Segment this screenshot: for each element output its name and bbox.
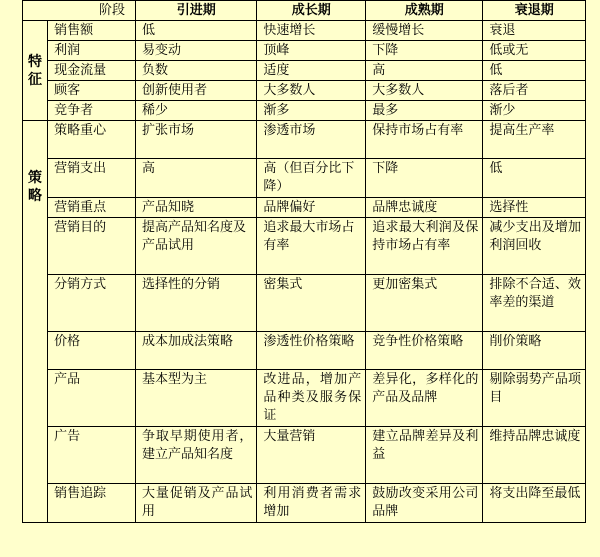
cell: 成本加成法策略 bbox=[136, 332, 257, 370]
product-lifecycle-table-container bbox=[22, 0, 586, 523]
row-label: 营销目的 bbox=[48, 218, 136, 275]
row-label: 利润 bbox=[48, 41, 136, 61]
group-char-1: 特 bbox=[28, 53, 43, 70]
cell: 争取早期使用者，建立产品知名度 bbox=[136, 427, 257, 484]
row-label: 销售额 bbox=[48, 21, 136, 41]
stage-growth: 成长期 bbox=[257, 1, 366, 21]
group-char-2: 征 bbox=[28, 71, 43, 88]
cell: 产品知晓 bbox=[136, 198, 257, 218]
cell: 排除不合适、效率差的渠道 bbox=[483, 275, 586, 332]
group-strat-2: 略 bbox=[28, 188, 43, 204]
group-strategy bbox=[23, 121, 48, 523]
table-row bbox=[23, 427, 586, 484]
header-row bbox=[23, 1, 586, 21]
table-row bbox=[23, 370, 586, 427]
cell: 改进品，增加产品种类及服务保证 bbox=[257, 370, 366, 427]
cell: 品牌忠诚度 bbox=[366, 198, 483, 218]
cell: 将支出降至最低 bbox=[483, 484, 586, 523]
table-row bbox=[23, 41, 586, 61]
table-row bbox=[23, 275, 586, 332]
table-row bbox=[23, 21, 586, 41]
stage-maturity: 成熟期 bbox=[366, 1, 483, 21]
cell: 扩张市场 bbox=[136, 121, 257, 159]
row-label: 产品 bbox=[48, 370, 136, 427]
cell: 大量营销 bbox=[257, 427, 366, 484]
stage-introduction: 引进期 bbox=[136, 1, 257, 21]
table-row bbox=[23, 159, 586, 198]
cell: 创新使用者 bbox=[136, 81, 257, 101]
cell: 利用消费者需求增加 bbox=[257, 484, 366, 523]
cell: 削价策略 bbox=[483, 332, 586, 370]
cell: 低 bbox=[136, 21, 257, 41]
table-row bbox=[23, 484, 586, 523]
row-label: 现金流量 bbox=[48, 61, 136, 81]
cell: 高（但百分比下降） bbox=[257, 159, 366, 198]
cell: 提高生产率 bbox=[483, 121, 586, 159]
cell: 高 bbox=[136, 159, 257, 198]
cell: 追求最大市场占有率 bbox=[257, 218, 366, 275]
row-label: 广告 bbox=[48, 427, 136, 484]
group-strat-1: 策 bbox=[28, 170, 43, 186]
cell: 下降 bbox=[366, 41, 483, 61]
row-label: 竞争者 bbox=[48, 101, 136, 121]
cell: 稀少 bbox=[136, 101, 257, 121]
cell: 低 bbox=[483, 159, 586, 198]
cell: 渗透性价格策略 bbox=[257, 332, 366, 370]
cell: 追求最大利润及保持市场占有率 bbox=[366, 218, 483, 275]
cell: 高 bbox=[366, 61, 483, 81]
table-row bbox=[23, 218, 586, 275]
cell: 竞争性价格策略 bbox=[366, 332, 483, 370]
row-label: 营销支出 bbox=[48, 159, 136, 198]
cell: 大量促销及产品试用 bbox=[136, 484, 257, 523]
cell: 落后者 bbox=[483, 81, 586, 101]
product-lifecycle-table bbox=[22, 0, 586, 523]
cell: 渐多 bbox=[257, 101, 366, 121]
cell: 下降 bbox=[366, 159, 483, 198]
table-row bbox=[23, 101, 586, 121]
row-label: 策略重心 bbox=[48, 121, 136, 159]
cell: 品牌偏好 bbox=[257, 198, 366, 218]
stage-decline: 衰退期 bbox=[483, 1, 586, 21]
cell: 易变动 bbox=[136, 41, 257, 61]
row-label: 分销方式 bbox=[48, 275, 136, 332]
row-label: 价格 bbox=[48, 332, 136, 370]
cell: 渐少 bbox=[483, 101, 586, 121]
table-row bbox=[23, 121, 586, 159]
row-label: 顾客 bbox=[48, 81, 136, 101]
cell: 适度 bbox=[257, 61, 366, 81]
cell: 负数 bbox=[136, 61, 257, 81]
cell: 低或无 bbox=[483, 41, 586, 61]
row-label: 营销重点 bbox=[48, 198, 136, 218]
cell: 鼓励改变采用公司品牌 bbox=[366, 484, 483, 523]
cell: 选择性的分销 bbox=[136, 275, 257, 332]
cell: 差异化，多样化的产品及品牌 bbox=[366, 370, 483, 427]
cell: 大多数人 bbox=[366, 81, 483, 101]
cell: 密集式 bbox=[257, 275, 366, 332]
cell: 最多 bbox=[366, 101, 483, 121]
cell: 基本型为主 bbox=[136, 370, 257, 427]
stage-label: 阶段 bbox=[23, 1, 136, 21]
cell: 更加密集式 bbox=[366, 275, 483, 332]
cell: 大多数人 bbox=[257, 81, 366, 101]
table-row bbox=[23, 198, 586, 218]
cell: 渗透市场 bbox=[257, 121, 366, 159]
group-characteristics bbox=[23, 21, 48, 121]
cell: 建立品牌差异及利益 bbox=[366, 427, 483, 484]
cell: 选择性 bbox=[483, 198, 586, 218]
cell: 剔除弱势产品项目 bbox=[483, 370, 586, 427]
table-row bbox=[23, 81, 586, 101]
cell: 缓慢增长 bbox=[366, 21, 483, 41]
row-label: 销售追踪 bbox=[48, 484, 136, 523]
cell: 保持市场占有率 bbox=[366, 121, 483, 159]
cell: 顶峰 bbox=[257, 41, 366, 61]
cell: 快速增长 bbox=[257, 21, 366, 41]
table-row bbox=[23, 332, 586, 370]
cell: 提高产品知名度及产品试用 bbox=[136, 218, 257, 275]
table-row bbox=[23, 61, 586, 81]
cell: 维持品牌忠诚度 bbox=[483, 427, 586, 484]
cell: 衰退 bbox=[483, 21, 586, 41]
cell: 低 bbox=[483, 61, 586, 81]
cell: 减少支出及增加利润回收 bbox=[483, 218, 586, 275]
